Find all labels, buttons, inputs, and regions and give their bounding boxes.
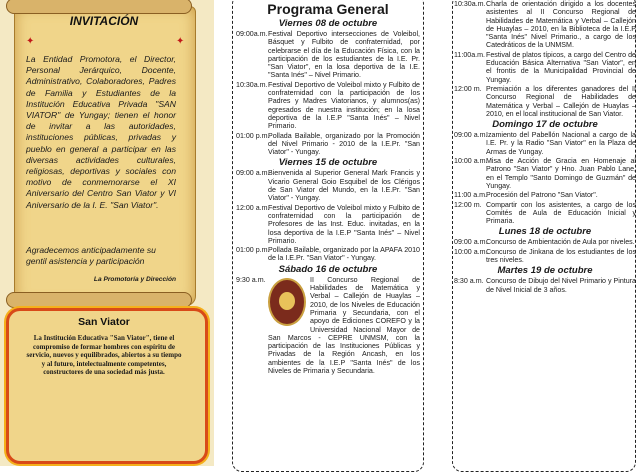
event-time: 10:00 a.m. — [454, 157, 488, 166]
event-text: Festival Deportivo de Voleibol mixto y Fulbito de confraternidad con la participación de Profesores de las Inst. Educ. invitadas, en la losa deportiva de la I.E.P "Santa Inés" – Nivel Primario. — [268, 203, 420, 245]
event-row — [454, 248, 636, 265]
event-row — [454, 191, 636, 199]
event-time: 09:00a.m. — [236, 30, 268, 38]
event-time: 9:30 a.m. — [236, 275, 266, 284]
event-time: 01:00 p.m. — [236, 131, 270, 140]
event-time: 09:00 a.m. — [454, 238, 488, 247]
star-icon: ✦ — [176, 36, 185, 47]
day-heading: Martes 19 de octubre — [497, 265, 593, 277]
event-row — [236, 81, 420, 131]
event-row — [454, 0, 636, 50]
event-text: Izamiento del Pabellón Nacional a cargo de la I.E. Pr. y la Radio "San Viator" en la Plaza de Armas de Yungay. — [486, 131, 636, 156]
event-row — [236, 169, 420, 202]
san-viator-title: San Viator — [78, 316, 130, 328]
event-time: 11:00a.m. — [454, 50, 486, 59]
event-row — [236, 276, 420, 376]
invitation-body: La Entidad Promotora, el Director, Personal Jerárquico, Docente, Administrativo, Colaboradores, Padres de Familia y Estudiantes de la Institución Educativa Privada "SAN VIATOR" de Yungay; tienen el honor de invitar a las autoridades, instituciones públicas, privadas y pueblo en general a participar en las diversas actividades culturales, religiosas, deportivas y sociales con motivo de conmemorarse el XI Aniversario del Centro San Viator y VI Aniversario de la I. E. "San Viator". — [26, 54, 176, 210]
day-heading: Viernes 08 de octubre — [278, 18, 378, 29]
program-column-2 — [454, 0, 636, 466]
event-text: Procesión del Patrono "San Viator". — [486, 191, 598, 200]
program-column-1 — [236, 0, 420, 466]
event-time: 12:00 a.m. — [236, 203, 270, 212]
event-time: 01:00 p.m. — [236, 246, 270, 255]
event-text: Festival Deportivo intersecciones de Voleibol, Básquet y Fulbito de confraternidad, por celebrarse el día de la Educación Física, con la participación de los estudiantes de la I.E. Pr. "San Viator", en la losa deportiva de la I.E. "Santa Inés" – Nivel Primario. — [268, 30, 420, 80]
event-row — [236, 30, 420, 80]
event-time: 10:30a.m. — [454, 0, 486, 8]
invitation-thanks: Agradecemos anticipadamente su gentil asistencia y participación — [26, 245, 156, 267]
event-text — [268, 276, 420, 376]
scroll-roll-top — [6, 0, 192, 14]
invitation-signature: La Promotoría y Dirección — [93, 276, 176, 283]
event-time: 10:00 a.m. — [454, 247, 488, 256]
event-text-body: II Concurso Regional de Habilidades de Matemática y Verbal – Callejón de Huaylas – 2010, de los Niveles de Educación Primaria y Secundaria, con el apoyo de Ediciones COREFO y la Universidad Nacional Mayor de San Marcos - CEPRE UNMSM, con la participación de las Instituciones Públicas y Privadas de la Región Ancash, en los ambientes de la I.E.P "Santa Inés" de los Niveles de Primaria y Secundaria. — [268, 275, 420, 375]
event-time: 12:00 m. — [454, 200, 482, 209]
event-text: Concurso de Ambientación de Aula por niveles. — [486, 238, 635, 247]
university-seal-icon — [268, 278, 306, 326]
day-heading: Lunes 18 de octubre — [498, 226, 592, 238]
san-viator-frame — [6, 308, 208, 464]
event-text: Bienvenida al Superior General Mark Francis y Vicario General Goio Esquibel de los Clérigos de San Viator del Mundo, en la I.E.Pr. "San Viator" - Yungay. — [268, 169, 420, 203]
event-text: Premiación a los diferentes ganadores del II Concurso Regional de Habilidades de Matemática y Verbal – Callejón de Huaylas – 2010, en el local institucional de San Viator. — [486, 84, 636, 118]
event-text: Concurso de Dibujo del Nivel Primario y Pintura de Nivel Inicial de 3 años. — [486, 277, 636, 294]
event-row — [454, 51, 636, 84]
invitation-title: INVITACIÓN — [69, 14, 139, 28]
event-text: Festival de platos típicos, a cargo del Centro de Educación Básica Alternativa "San Viator", en el frontis de la Municipalidad Provincial de Yungay. — [486, 50, 636, 84]
event-row — [236, 246, 420, 263]
event-row — [454, 238, 636, 246]
day-heading: Domingo 17 de octubre — [492, 119, 598, 131]
event-text: Compartir con los asistentes, a cargo de los Comités de Aula de Educación Inicial y Primaria. — [486, 200, 636, 226]
event-row — [236, 204, 420, 245]
event-text: Pollada Bailable, organizado por la APAFA 2010 de la I.E.Pr. "San Viator" - Yungay. — [268, 246, 420, 263]
event-row — [454, 201, 636, 226]
scroll-roll-bottom — [6, 292, 192, 308]
event-text: Concurso de Jinkana de los estudiantes de los tres niveles. — [486, 247, 636, 265]
event-row — [454, 277, 636, 294]
event-time: 10:30a.m. — [236, 80, 268, 89]
event-row — [236, 132, 420, 157]
event-row — [454, 157, 636, 190]
event-row — [454, 85, 636, 118]
program-title: Programa General — [267, 1, 389, 17]
event-time: 11:00 a.m. — [454, 191, 487, 200]
event-text: Pollada Bailable, organizado por la Promoción del Nivel Primario - 2010 de la I.E.Pr. "San Viator" - Yungay. — [268, 131, 420, 157]
invitation-panel — [0, 0, 214, 466]
event-time: 09:00 a.m. — [236, 169, 270, 178]
san-viator-body: La Institución Educativa "San Viator", tiene el compromiso de formar hombres con espíritu de servicio, nuevos y equilibrados, abiertos a su tiempo y al futuro, intelectualmente competentes, constructores de una sociedad más justa. — [26, 334, 182, 377]
event-text: Charla de orientación dirigido a los docentes asistentes al II Concurso Regional de Habilidades de Matemática y Verbal – Callejón de Huaylas – 2010, en la Biblioteca de la I.E.P "Santa Inés" Nivel Primario., a cargo de los Catedráticos de la UNMSM. — [486, 0, 636, 50]
event-row — [454, 131, 636, 156]
day-heading: Sábado 16 de octubre — [278, 263, 378, 275]
event-text: Misa de Acción de Gracia en Homenaje al Patrono "San Viator" y Hno. Juan Pablo Lane, en el Templo "Santo Domingo de Guzmán" de Yungay. — [486, 157, 636, 190]
day-heading: Viernes 15 de octubre — [278, 157, 378, 169]
event-time: 8:30 a.m. — [454, 277, 484, 286]
event-time: 09:00 a.m. — [454, 131, 488, 140]
event-text: Festival Deportivo de Voleibol mixto y Fulbito de confraternidad con la participación de los Padres y Madres Viatorianos, y alumnos(as) egresados de nuestra institución; en la losa deportiva de la I.E.P "Santa Inés" – Nivel Primario. — [268, 80, 420, 131]
star-icon: ✦ — [26, 36, 35, 47]
event-time: 12:00 m. — [454, 84, 482, 93]
